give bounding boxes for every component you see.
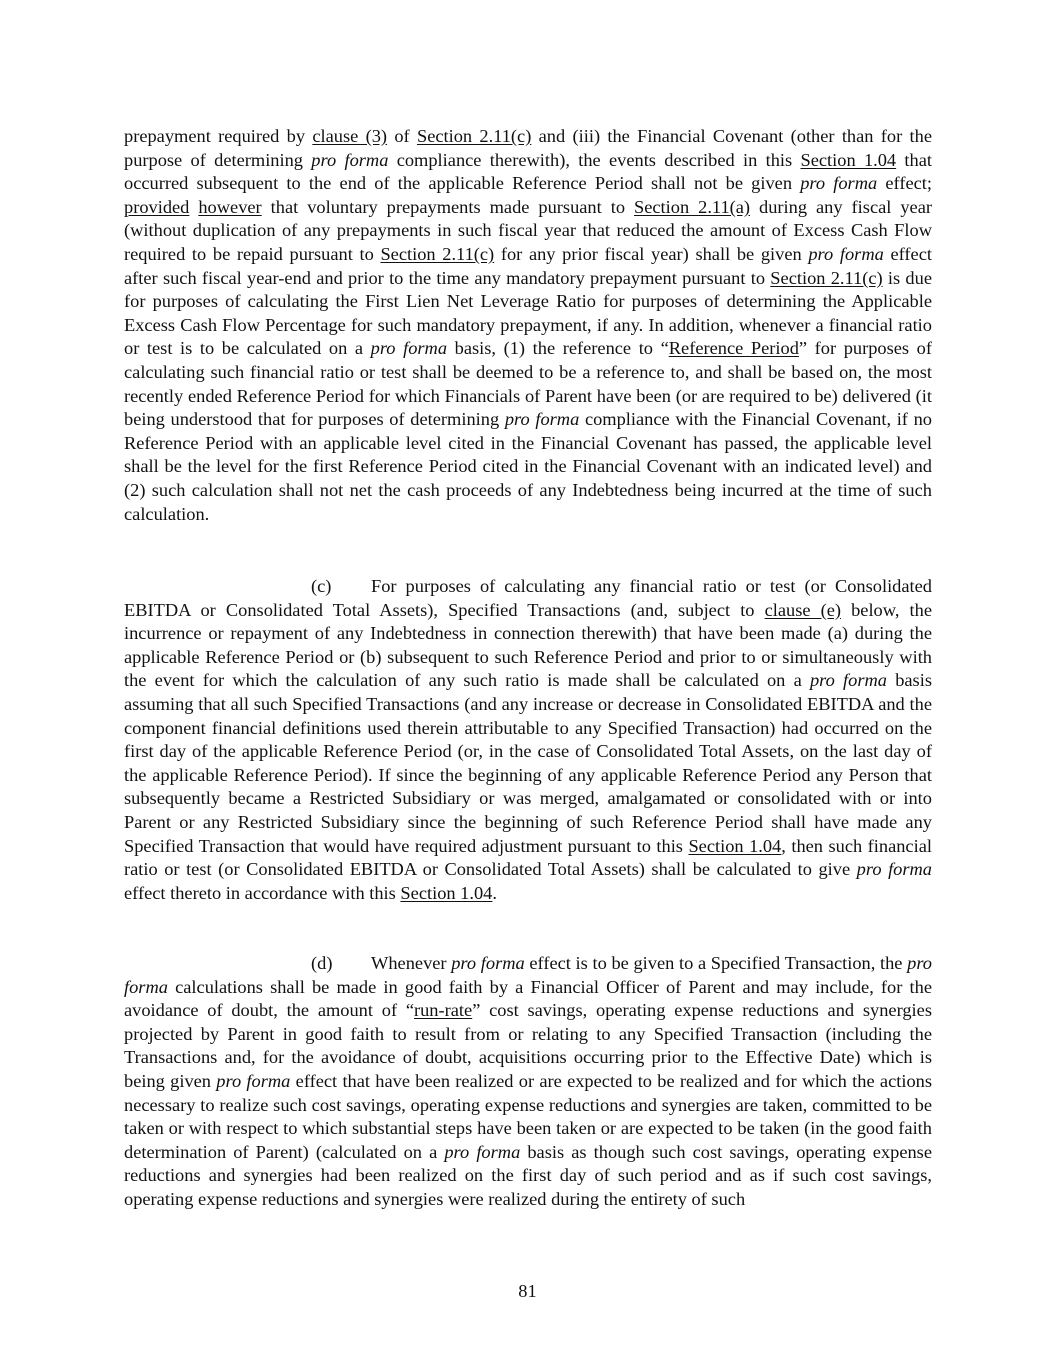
cross-reference-link: Section 2.11(c) (416, 126, 532, 146)
cross-reference-link: Section 1.04 (800, 149, 897, 170)
paragraph-d (124, 952, 932, 1212)
cross-reference-link: Section 2.11(c) (770, 267, 883, 288)
underlined-term: however (198, 196, 262, 217)
defined-term: Reference Period (668, 338, 799, 359)
paragraph-body: prepayment required by clause (3) of Section 2.11(c) and (iii) the Financial Covenant (other than for the purpose of determining pro forma compliance therewith), the events described in this Section 1.04 that occurred subsequent to the end of the applicable Reference Period shall not be given pro forma effect; provided however that voluntary prepayments made pursuant to Section 2.11(a) during any fiscal year (without duplication of any prepayments in such fiscal year that reduced the amount of Excess Cash Flow required to be repaid pursuant to Section 2.11(c) for any prior fiscal year) shall be given pro forma effect after such fiscal year-end and prior to the time any mandatory prepayment pursuant to Section 2.11(c) is due for purposes of calculating the First Lien Net Leverage Ratio for purposes of determining the Applicable Excess Cash Flow Percentage for such mandatory prepayment, if any. In addition, whenever a financial ratio or test is to be calculated on a pro forma basis, (1) the reference to “Reference Period” for purposes of calculating such financial ratio or test shall be deemed to be a reference to, and shall be based on, the most recently ended Reference Period for which Financials of Parent have been (or are required to be) delivered (it being understood that for purposes of determining pro forma compliance with the Financial Covenant, if no Reference Period with an applicable level cited in the Financial Covenant has passed, the applicable level shall be the level for the first Reference Period cited in the Financial Covenant with an indicated level) and (2) such calculation shall not net the cash proceeds of any Indebtedness being incurred at the time of such calculation. (124, 126, 932, 524)
italic-term: pro forma (856, 859, 933, 880)
cross-reference-link: Section 1.04 (688, 835, 782, 856)
italic-term: pro forma (451, 953, 525, 973)
paragraph-label: (c) (311, 576, 332, 596)
underlined-term: provided (124, 196, 190, 217)
italic-term: pro forma (800, 173, 878, 194)
paragraph-body: (d) Whenever pro forma effect is to be given to a Specified Transaction, the pro forma calculations shall be made in good faith by a Financial Officer of Parent and may include, for the avoidance of doubt, the amount of “run-rate” cost savings, operating expense reductions and synergies projected by Parent in good faith to result from or relating to any Specified Transaction (including the Transactions and, for the avoidance of doubt, acquisitions occurring prior to the Effective Date) which is being given pro forma effect that have been realized or are expected to be realized and for which the actions necessary to realize such cost savings, operating expense reductions and synergies are taken, committed to be taken or with respect to which substantial steps have been taken or are expected to be taken (in the good faith determination of Parent) (calculated on a pro forma basis as though such cost savings, operating expense reductions and synergies had been realized on the first day of such period and as if such cost savings, operating expense reductions and synergies were realized during the entirety of such (124, 953, 933, 1209)
cross-reference-link: Section 2.11(c) (380, 243, 495, 264)
paragraph-continuation (124, 125, 932, 526)
paragraph-label: (d) (311, 953, 333, 973)
paragraph-c (124, 575, 932, 905)
defined-term: run-rate (413, 1000, 473, 1021)
cross-reference-link: clause (3) (312, 126, 388, 146)
italic-term: pro forma (504, 409, 580, 430)
cross-reference-link: Section 2.11(a) (634, 196, 751, 217)
italic-term: pro forma (311, 149, 389, 170)
italic-term: pro forma (808, 243, 884, 264)
italic-term: pro forma (809, 670, 887, 691)
paragraph-body: (c) For purposes of calculating any financial ratio or test (or Consolidated EBITDA or Consolidated Total Assets), Specified Transactions (and, subject to clause (e) below, the incurrence or repayment of any Indebtedness in connection therewith) that have been made (a) during the applicable Reference Period or (b) subsequent to such Reference Period and prior to or simultaneously with the event for which the calculation of any such ratio is made shall be calculated on a pro forma basis assuming that all such Specified Transactions (and any increase or decrease in Consolidated EBITDA and the component financial definitions used therein attributable to any Specified Transaction) had occurred on the first day of the applicable Reference Period (or, in the case of Consolidated Total Assets, on the last day of the applicable Reference Period). If since the beginning of any applicable Reference Period any Person that subsequently became a Restricted Subsidiary or was merged, amalgamated or consolidated with or into Parent or any Restricted Subsidiary since the beginning of such Reference Period shall have made any Specified Transaction that would have required adjustment pursuant to this Section 1.04, then such financial ratio or test (or Consolidated EBITDA or Consolidated Total Assets) shall be calculated to give pro forma effect thereto in accordance with this Section 1.04. (124, 576, 933, 903)
page-number: 81 (518, 1281, 537, 1301)
cross-reference-link: Section 1.04 (400, 882, 493, 903)
italic-term: pro forma (216, 1070, 291, 1091)
italic-term: pro forma (444, 1141, 521, 1162)
italic-term: pro forma (370, 338, 448, 359)
italic-term: pro forma (124, 953, 933, 997)
cross-reference-link: clause (e) (764, 599, 842, 620)
